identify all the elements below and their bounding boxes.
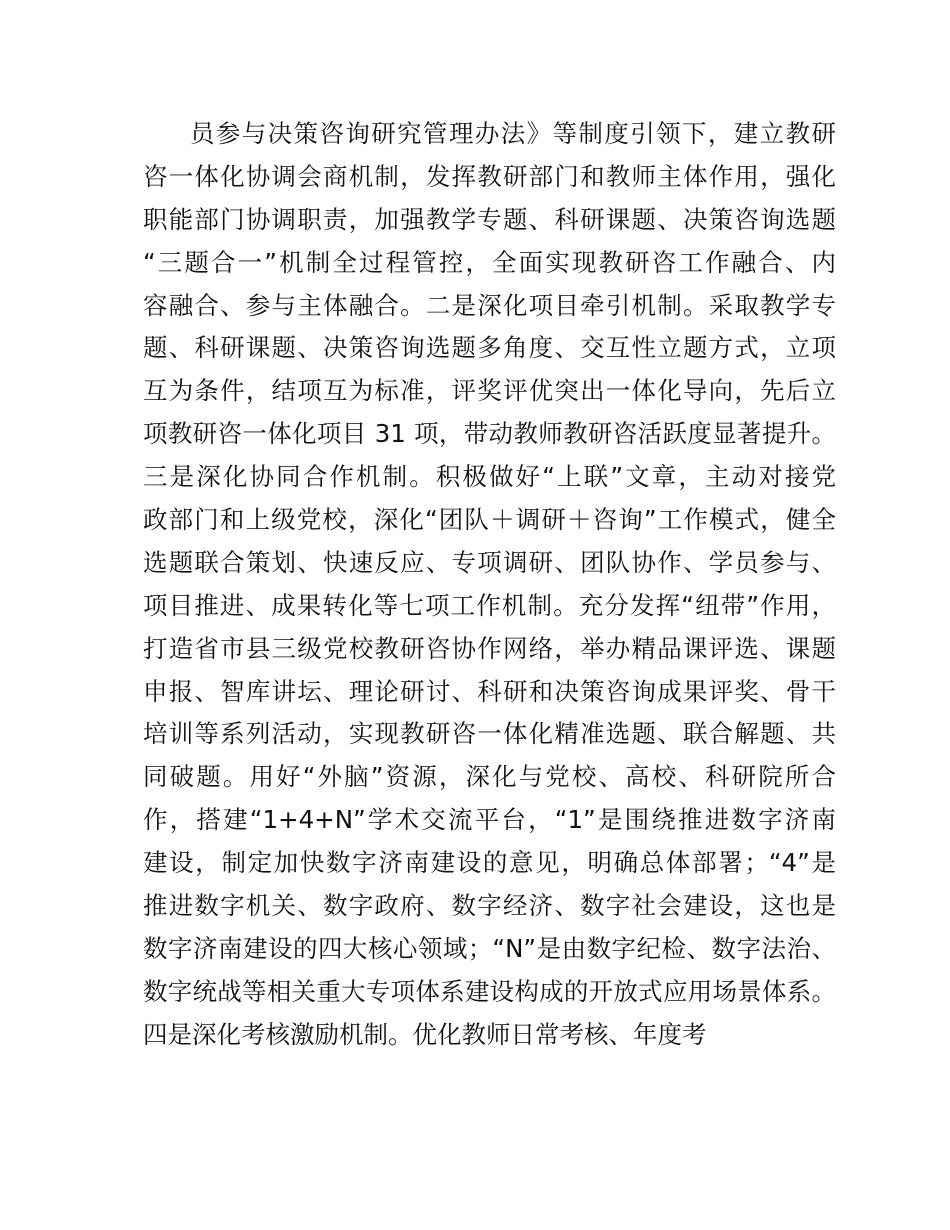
text-line: 项教研咨一体化项目 31 项，带动教师教研咨活跃度显著提升。 [143, 419, 836, 449]
text-line: 推进数字机关、数字政府、数字经济、数字社会建设，这也是 [143, 891, 836, 921]
text-line: 互为条件，结项互为标准，评奖评优突出一体化导向，先后立 [143, 376, 836, 406]
text-line: 职能部门协调职责，加强教学专题、科研课题、决策咨询选题 [143, 204, 836, 234]
text-line: 选题联合策划、快速反应、专项调研、团队协作、学员参与、 [143, 547, 836, 577]
text-line: 咨一体化协调会商机制，发挥教研部门和教师主体作用，强化 [143, 161, 836, 191]
text-line: 项目推进、成果转化等七项工作机制。充分发挥“纽带”作用， [143, 590, 836, 620]
text-line: 数字济南建设的四大核心领域；“N”是由数字纪检、数字法治、 [143, 933, 836, 963]
text-line: “三题合一”机制全过程管控，全面实现教研咨工作融合、内 [143, 247, 836, 277]
text-line: 政部门和上级党校，深化“团队＋调研＋咨询”工作模式，健全 [143, 505, 836, 535]
text-line: 数字统战等相关重大专项体系建设构成的开放式应用场景体系。 [143, 976, 836, 1006]
text-line: 三是深化协同合作机制。积极做好“上联”文章，主动对接党 [143, 462, 836, 492]
text-line: 打造省市县三级党校教研咨协作网络，举办精品课评选、课题 [143, 633, 836, 663]
text-line: 容融合、参与主体融合。二是深化项目牵引机制。采取教学专 [143, 290, 836, 320]
text-line: 申报、智库讲坛、理论研讨、科研和决策咨询成果评奖、骨干 [143, 676, 836, 706]
text-line: 员参与决策咨询研究管理办法》等制度引领下，建立教研 [190, 119, 836, 148]
text-line: 同破题。用好“外脑”资源，深化与党校、高校、科研院所合 [143, 762, 836, 792]
text-line: 四是深化考核激励机制。优化教师日常考核、年度考 [143, 1019, 707, 1049]
text-line: 题、科研课题、决策咨询选题多角度、交互性立题方式，立项 [143, 333, 836, 363]
document-body [143, 113, 836, 1057]
text-line: 作，搭建“1+4+N”学术交流平台，“1”是围绕推进数字济南 [143, 805, 836, 835]
text-line: 建设，制定加快数字济南建设的意见，明确总体部署；“4”是 [143, 848, 836, 878]
text-line: 培训等系列活动，实现教研咨一体化精准选题、联合解题、共 [143, 719, 836, 749]
